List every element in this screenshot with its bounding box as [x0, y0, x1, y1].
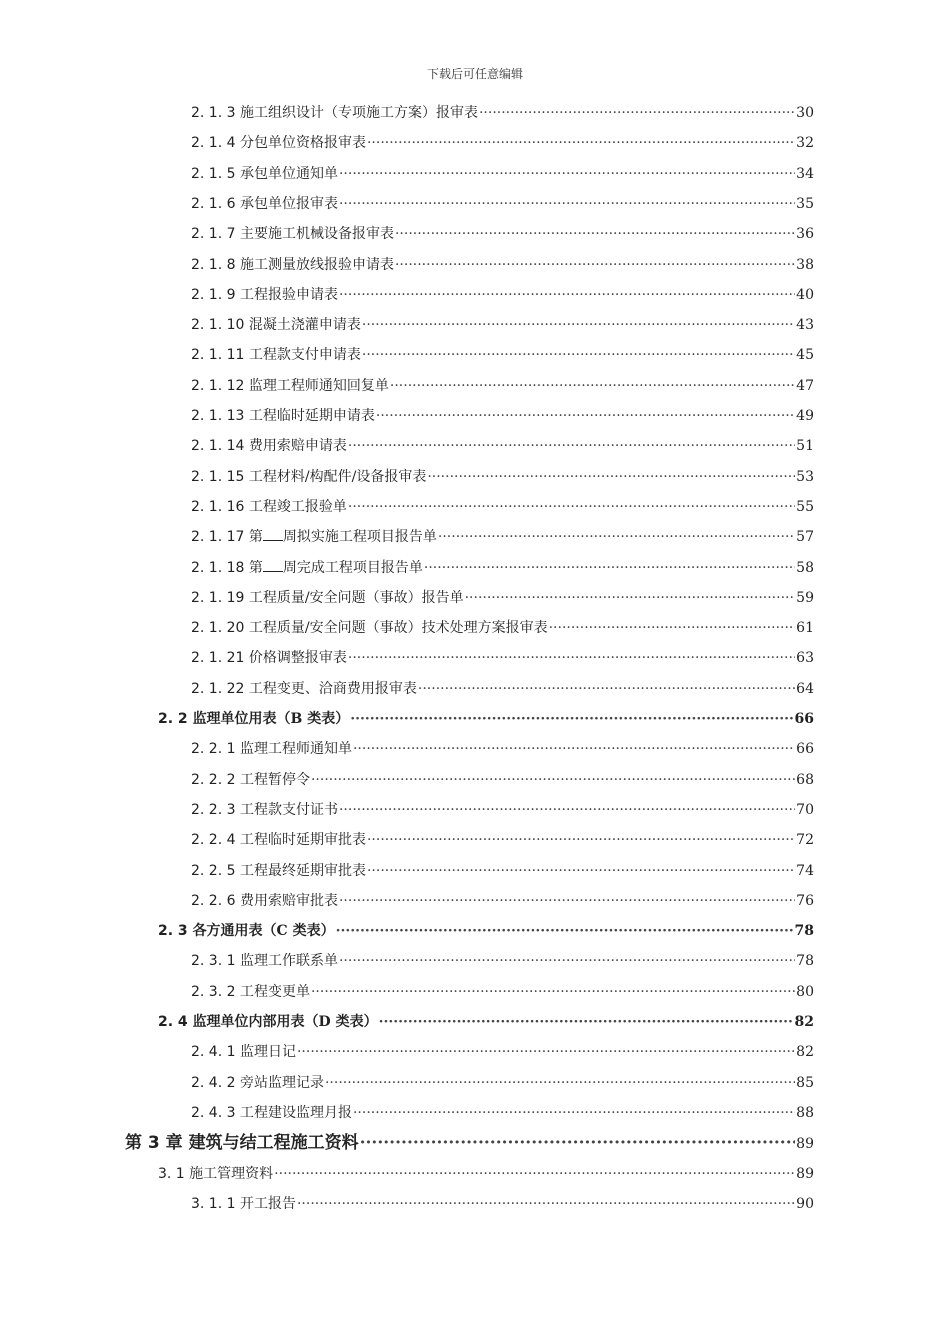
toc-entry-label	[191, 340, 361, 370]
toc-entry[interactable]	[191, 371, 814, 401]
toc-entry-label	[158, 1007, 378, 1037]
toc-entry-label	[191, 734, 352, 764]
toc-entry-page-number: 35	[796, 195, 814, 212]
toc-entry-number: 2. 1. 8	[191, 256, 240, 273]
toc-entry[interactable]	[191, 643, 814, 673]
toc-entry-page-number: 90	[796, 1195, 814, 1212]
toc-entry-page-number: 80	[796, 983, 814, 1000]
toc-entry-number: 2. 1. 19	[191, 589, 249, 606]
toc-entry-number: 3. 1. 1	[191, 1195, 240, 1212]
toc-entry-title: 工程临时延期审批表	[239, 832, 366, 849]
toc-entry-number: 2. 1. 11	[191, 347, 249, 364]
toc-entry-title: 工程建设监理月报	[239, 1104, 352, 1121]
toc-entry-number: 2. 2. 2	[191, 771, 240, 788]
toc-entry-title-rest: 周拟实施工程项目报告单	[282, 529, 437, 546]
dot-leader	[336, 916, 794, 946]
dot-leader	[424, 553, 795, 583]
toc-entry-label	[191, 825, 366, 855]
toc-entry-number: 3. 1	[158, 1165, 190, 1182]
toc-entry-page-number: 36	[796, 226, 814, 243]
toc-entry-title: 工程质量/安全问题（事故）报告单	[248, 589, 464, 606]
dot-leader	[376, 401, 795, 431]
toc-entry-number: 2. 4. 2	[191, 1074, 240, 1091]
toc-entry-number: 2. 1. 21	[191, 650, 249, 667]
toc-entry-title: 工程暂停令	[239, 771, 310, 788]
toc-entry-page-number: 30	[796, 105, 814, 121]
toc-entry[interactable]	[191, 674, 814, 704]
toc-entry-page-number: 68	[796, 771, 814, 788]
toc-entry-page-number: 34	[796, 165, 814, 182]
toc-entry-label	[191, 1098, 352, 1128]
toc-entry-number: 2. 2	[158, 711, 193, 727]
toc-entry-page-number: 45	[796, 347, 814, 364]
dot-leader	[427, 462, 795, 492]
toc-entry-page-number: 32	[796, 135, 814, 152]
toc-entry[interactable]	[158, 1159, 814, 1189]
toc-entry-label	[125, 1128, 359, 1158]
toc-entry-page-number: 82	[794, 1014, 814, 1030]
toc-entry-title: 主要施工机械设备报审表	[239, 226, 394, 243]
dot-leader	[274, 1159, 795, 1189]
toc-entry-title: 监理工作联系单	[239, 953, 338, 970]
toc-entry[interactable]	[191, 795, 814, 825]
toc-entry-title: 监理单位内部用表（D 类表）	[192, 1014, 378, 1030]
dot-leader	[325, 1068, 795, 1098]
toc-entry[interactable]	[191, 280, 814, 310]
toc-entry-title: 混凝土浇灌申请表	[248, 317, 361, 334]
toc-entry-title: 监理工程师通知回复单	[248, 377, 389, 394]
toc-entry-title: 开工报告	[239, 1195, 296, 1212]
dot-leader	[297, 1037, 795, 1067]
toc-entry[interactable]	[191, 98, 814, 128]
dot-leader	[549, 613, 796, 643]
toc-entry-number: 2. 2. 3	[191, 801, 240, 818]
dot-leader	[297, 1189, 795, 1219]
toc-entry[interactable]	[191, 1068, 814, 1098]
dot-leader	[360, 1128, 796, 1158]
toc-entry-number: 2. 1. 3	[191, 105, 240, 121]
toc-entry-number: 2. 1. 18	[191, 559, 249, 576]
toc-entry-label	[158, 1159, 273, 1189]
toc-entry-title: 工程质量/安全问题（事故）技术处理方案报审表	[248, 620, 548, 637]
toc-entry-title: 分包单位资格报审表	[239, 135, 366, 152]
toc-entry[interactable]	[125, 1128, 814, 1158]
toc-entry-page-number: 85	[796, 1074, 814, 1091]
dot-leader	[479, 98, 795, 128]
toc-entry-page-number: 61	[796, 620, 814, 637]
toc-entry[interactable]	[191, 401, 814, 431]
toc-entry-number: 2. 1. 14	[191, 438, 249, 455]
toc-entry-title: 施工测量放线报验申请表	[239, 256, 394, 273]
toc-entry-label	[191, 583, 464, 613]
toc-entry-title: 第	[248, 559, 263, 576]
dot-leader	[311, 977, 795, 1007]
toc-entry-title: 工程临时延期申请表	[248, 408, 375, 424]
toc-entry-number: 2. 4. 1	[191, 1044, 240, 1061]
toc-entry[interactable]	[191, 1098, 814, 1128]
toc-entry-label	[191, 371, 389, 401]
dot-leader	[367, 128, 795, 158]
toc-entry[interactable]	[191, 431, 814, 461]
toc-entry-page-number: 63	[796, 650, 814, 667]
fill-in-blank	[263, 526, 283, 541]
dot-leader	[379, 1007, 794, 1037]
toc-entry-number: 2. 1. 9	[191, 286, 240, 303]
toc-entry-label	[158, 704, 349, 734]
dot-leader	[339, 189, 795, 219]
toc-entry-label	[191, 159, 338, 189]
dot-leader	[350, 704, 793, 734]
toc-entry-number: 2. 2. 4	[191, 832, 240, 849]
toc-entry-number: 2. 1. 12	[191, 377, 249, 394]
toc-entry-label	[191, 674, 417, 704]
toc-entry-page-number: 89	[796, 1165, 814, 1182]
toc-entry-title: 施工管理资料	[189, 1165, 274, 1182]
toc-entry-title: 旁站监理记录	[239, 1074, 324, 1091]
toc-entry-label	[191, 886, 338, 916]
toc-entry-label	[191, 522, 437, 552]
toc-entry-label	[191, 189, 338, 219]
dot-leader	[367, 825, 795, 855]
toc-entry[interactable]	[191, 462, 814, 492]
toc-entry-label	[158, 916, 335, 946]
toc-entry-page-number: 74	[796, 862, 814, 879]
toc-entry-title-rest: 周完成工程项目报告单	[282, 559, 423, 576]
toc-entry-page-number: 59	[796, 589, 814, 606]
toc-entry-number: 2. 3. 1	[191, 953, 240, 970]
toc-entry[interactable]	[191, 613, 814, 643]
toc-entry-label	[191, 462, 426, 492]
toc-entry[interactable]	[191, 856, 814, 886]
toc-entry-label	[191, 1068, 324, 1098]
toc-entry-label	[191, 401, 375, 431]
dot-leader	[348, 643, 795, 673]
toc-entry-page-number: 57	[796, 529, 814, 546]
dot-leader	[418, 674, 795, 704]
dot-leader	[339, 280, 795, 310]
toc-entry-title: 工程变更、洽商费用报审表	[248, 680, 417, 697]
toc-entry[interactable]	[191, 1189, 814, 1219]
toc-entry-page-number: 78	[794, 923, 814, 940]
toc-entry[interactable]	[158, 1007, 814, 1037]
toc-entry-label	[191, 98, 478, 128]
toc-entry-title: 施工组织设计（专项施工方案）报审表	[239, 105, 478, 121]
toc-entry-number: 2. 1. 17	[191, 529, 249, 546]
toc-entry-label	[191, 219, 394, 249]
toc-entry-page-number: 58	[796, 559, 814, 576]
fill-in-blank	[263, 557, 283, 572]
toc-entry[interactable]	[191, 553, 814, 583]
toc-entry-number: 2. 1. 22	[191, 680, 249, 697]
toc-entry-number: 2. 1. 6	[191, 195, 240, 212]
toc-entry-title: 工程款支付证书	[239, 801, 338, 818]
toc-entry-label	[191, 1037, 296, 1067]
toc-entry-title: 监理工程师通知单	[239, 741, 352, 758]
toc-entry-title: 承包单位通知单	[239, 165, 338, 182]
toc-entry-label	[191, 553, 423, 583]
toc-entry-title: 第	[248, 529, 263, 546]
toc-entry-label	[191, 128, 366, 158]
toc-entry[interactable]	[191, 734, 814, 764]
dot-leader	[339, 795, 795, 825]
toc-entry[interactable]	[191, 128, 814, 158]
toc-entry-title: 费用索赔申请表	[248, 438, 347, 455]
toc-entry-label	[191, 310, 361, 340]
toc-entry[interactable]	[191, 765, 814, 795]
toc-entry-number: 第 3 章	[125, 1133, 189, 1154]
dot-leader	[367, 856, 795, 886]
dot-leader	[395, 250, 795, 280]
toc-entry-label	[191, 977, 310, 1007]
toc-entry-title: 费用索赔审批表	[239, 892, 338, 909]
toc-entry-label	[191, 856, 366, 886]
toc-entry-label	[191, 1189, 296, 1219]
dot-leader	[339, 159, 795, 189]
toc-entry-number: 2. 1. 15	[191, 468, 249, 485]
toc-entry-number: 2. 4	[158, 1014, 193, 1030]
toc-entry-page-number: 70	[796, 801, 814, 818]
toc-entry[interactable]	[191, 522, 814, 552]
toc-entry-page-number: 40	[796, 286, 814, 303]
dot-leader	[362, 340, 795, 370]
toc-entry-page-number: 53	[796, 468, 814, 485]
toc-entry-number: 2. 1. 13	[191, 408, 249, 424]
toc-entry-page-number: 43	[796, 317, 814, 334]
toc-entry-page-number: 66	[796, 741, 814, 758]
toc-entry-number: 2. 1. 5	[191, 165, 240, 182]
toc-entry-page-number: 55	[796, 498, 814, 515]
toc-entry-page-number: 78	[796, 953, 814, 970]
toc-entry-number: 2. 1. 20	[191, 620, 249, 637]
toc-entry-number: 2. 1. 7	[191, 226, 240, 243]
dot-leader	[465, 583, 796, 613]
toc-entry-label	[191, 946, 338, 976]
toc-entry-title: 监理单位用表（B 类表）	[192, 711, 350, 727]
toc-entry-label	[191, 250, 394, 280]
toc-entry-page-number: 64	[796, 680, 814, 697]
toc-entry-label	[191, 280, 338, 310]
toc-entry-label	[191, 613, 548, 643]
toc-entry-page-number: 47	[796, 377, 814, 394]
toc-entry-page-number: 88	[796, 1104, 814, 1121]
toc-entry-number: 2. 4. 3	[191, 1104, 240, 1121]
dot-leader	[348, 431, 795, 461]
dot-leader	[353, 734, 795, 764]
toc-entry-number: 2. 3	[158, 923, 193, 940]
toc-entry-title: 工程竣工报验单	[248, 498, 347, 515]
toc-entry-title: 工程变更单	[239, 983, 310, 1000]
toc-entry-title: 价格调整报审表	[248, 650, 347, 667]
toc-entry-title: 工程款支付申请表	[248, 347, 361, 364]
toc-entry-label	[191, 431, 347, 461]
toc-entry-number: 2. 1. 4	[191, 135, 240, 152]
toc-entry-title: 建筑与结工程施工资料	[188, 1133, 359, 1154]
toc-entry-title: 各方通用表（C 类表）	[192, 923, 335, 940]
toc-entry-number: 2. 2. 1	[191, 741, 240, 758]
toc-entry[interactable]	[191, 219, 814, 249]
toc-entry-page-number: 66	[794, 711, 814, 727]
toc-entry[interactable]	[191, 977, 814, 1007]
toc-entry-page-number: 72	[796, 832, 814, 849]
toc-entry-page-number: 89	[796, 1136, 814, 1153]
toc-entry[interactable]	[191, 946, 814, 976]
toc-entry-page-number: 49	[796, 408, 814, 424]
dot-leader	[311, 765, 795, 795]
toc-entry[interactable]	[191, 250, 814, 280]
toc-entry[interactable]	[191, 310, 814, 340]
toc-entry-number: 2. 1. 16	[191, 498, 249, 515]
toc-entry-label	[191, 795, 338, 825]
toc-entry[interactable]	[191, 1037, 814, 1067]
page-header: 下载后可任意编辑	[426, 67, 523, 81]
dot-leader	[353, 1098, 795, 1128]
toc-entry-label	[191, 643, 347, 673]
toc-entry[interactable]	[191, 492, 814, 522]
toc-entry-number: 2. 1. 10	[191, 317, 249, 334]
toc-entry-number: 2. 3. 2	[191, 983, 240, 1000]
toc-entry[interactable]	[191, 825, 814, 855]
dot-leader	[362, 310, 795, 340]
toc-entry[interactable]	[191, 340, 814, 370]
toc-entry-title: 工程材料/构配件/设备报审表	[248, 468, 427, 485]
toc-entry-title: 工程报验申请表	[239, 286, 338, 303]
toc-entry[interactable]	[191, 886, 814, 916]
toc-entry-label	[191, 492, 347, 522]
toc-entry-page-number: 51	[796, 438, 814, 455]
toc-entry-label	[191, 765, 310, 795]
toc-entry-number: 2. 2. 6	[191, 892, 240, 909]
toc-entry-page-number: 38	[796, 256, 814, 273]
toc-entry[interactable]	[191, 189, 814, 219]
dot-leader	[348, 492, 795, 522]
toc-entry[interactable]	[191, 159, 814, 189]
toc-entry-title: 工程最终延期审批表	[239, 862, 366, 879]
toc-entry-title: 监理日记	[239, 1044, 296, 1061]
toc-entry-title: 承包单位报审表	[239, 195, 338, 212]
toc-entry[interactable]	[158, 704, 814, 734]
toc-entry-page-number: 82	[796, 1044, 814, 1061]
toc-entry-number: 2. 2. 5	[191, 862, 240, 879]
toc-entry-page-number: 76	[796, 892, 814, 909]
dot-leader	[339, 946, 795, 976]
toc-entry[interactable]	[191, 583, 814, 613]
dot-leader	[339, 886, 795, 916]
toc-entry[interactable]	[158, 916, 814, 946]
dot-leader	[390, 371, 795, 401]
dot-leader	[395, 219, 795, 249]
dot-leader	[438, 522, 795, 552]
